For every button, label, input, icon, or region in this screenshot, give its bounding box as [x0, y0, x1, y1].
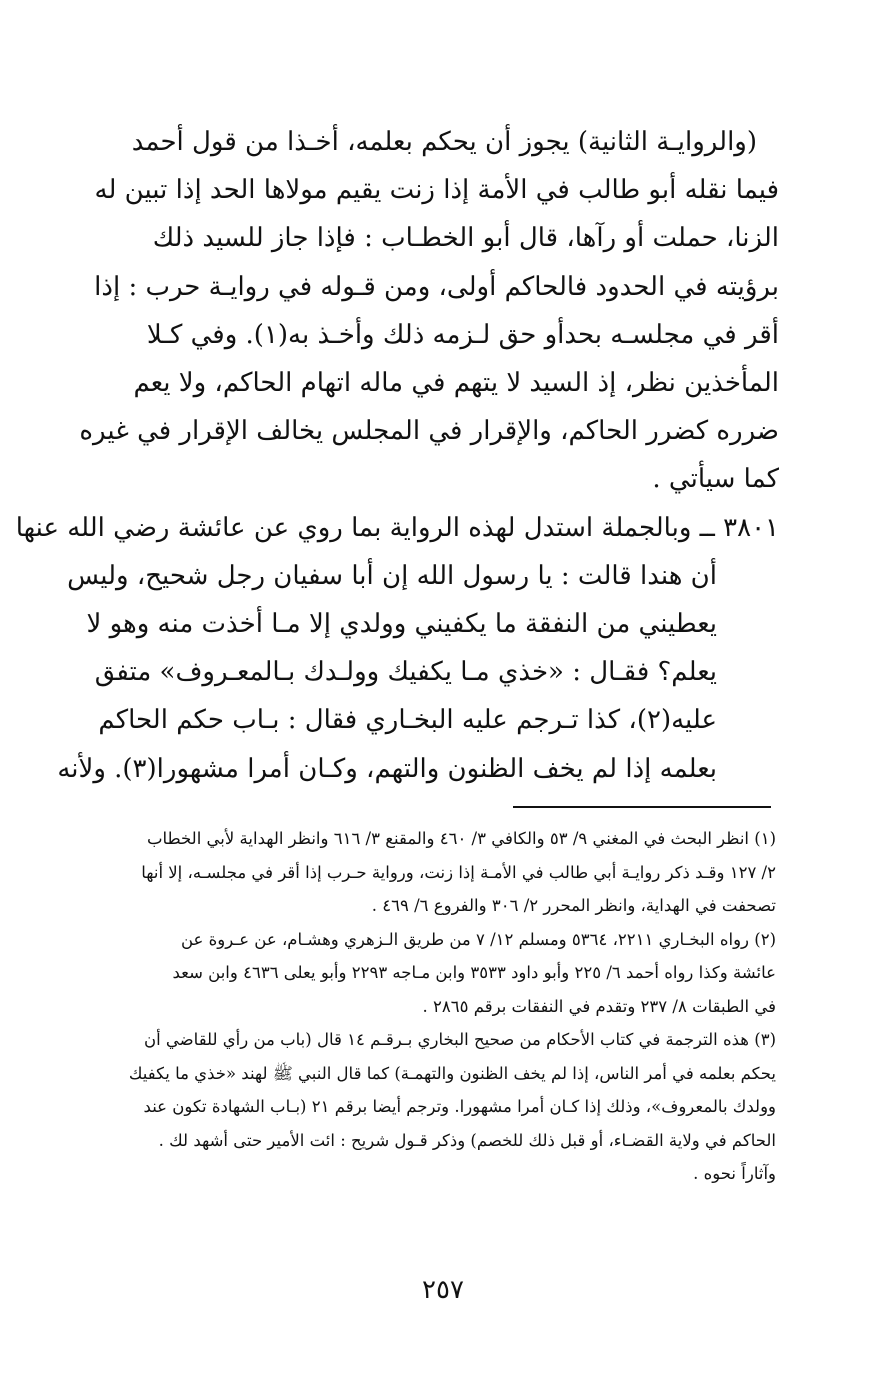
footnote-2-line: (٢) رواه البخـاري ٢٢١١، ٥٣٦٤ ومسلم ١٢/ ٧ من طريق الـزهري وهشـام، عن عـروة عن [181, 929, 776, 949]
main-line: الزنا، حملت أو رآها، قال أبو الخطـاب : فإذا جاز للسيد ذلك [152, 223, 779, 254]
footnote-1-line: (١) انظر البحث في المغني ٩/ ٥٣ والكافي ٣/ ٤٦٠ والمقنع ٣/ ٦١٦ وانظر الهداية لأبي الخطاب [146, 829, 776, 848]
main-line: (والروايـة الثانية) يجوز أن يحكم بعلمه، أخـذا من قول أحمد [131, 127, 757, 157]
main-line: ضرره كضرر الحاكم، والإقرار في المجلس يخالف الإقرار في غيره [79, 416, 779, 447]
main-line: المأخذين نظر، إذ السيد لا يتهم في ماله اتهام الحاكم، ولا يعم [133, 368, 779, 399]
main-line: كما سيأتي . [652, 464, 779, 495]
main-line: أن هندا قالت : يا رسول الله إن أبا سفيان رجل شحيح، وليس [67, 560, 717, 591]
paragraph-number-line: ٣٨٠١ ــ وبالجملة استدل لهذه الرواية بما روي عن عائشة رضي الله عنها [15, 512, 779, 543]
footnote-3-line: وولدك بالمعروف»، وذلك إذا كـان أمرا مشهورا. وترجم أيضا برقم ٢١ (بـاب الشهادة تكون عند [143, 1097, 776, 1116]
footnote-1-line: ٢/ ١٢٧ وقـد ذكر روايـة أبي طالب في الأمـة إذا زنت، ورواية حـرب إذا أقر في مجلسـه، إلا أنها [141, 862, 776, 882]
main-line: أقر في مجلسـه بحدأو حق لـزمه ذلك وأخـذ به(١). وفي كـلا [146, 319, 779, 350]
footnote-divider [513, 806, 771, 808]
main-line: يعلم؟ فقـال : «خذي مـا يكفيك وولـدك بـالمعـروف» متفق [94, 657, 717, 688]
footnote-2-line: في الطبقات ٨/ ٢٣٧ وتقدم في النفقات برقم ٢٨٦٥ . [422, 996, 776, 1016]
footnote-3-line: الحاكم في ولاية القضـاء، أو قبل ذلك للخصم) وذكر قـول شريح : ائت الأمير حتى أشهد لك . [158, 1130, 776, 1150]
footnotes [100, 822, 776, 1191]
footnote-3-line: يحكم بعلمه في أمر الناس، إذا لم يخف الظنون والتهمـة) كما قال النبي ﷺ لهند «خذي ما يكفيك [128, 1063, 776, 1083]
main-line: برؤيته في الحدود فالحاكم أولى، ومن قـوله في روايـة حرب : إذا [94, 271, 779, 302]
main-text [15, 118, 779, 793]
page-number: ٢٥٧ [422, 1275, 464, 1305]
footnote-1-line: تصحفت في الهداية، وانظر المحرر ٢/ ٣٠٦ والفروع ٦/ ٤٦٩ . [371, 896, 776, 915]
footnote-3-line: (٣) هذه الترجمة في كتاب الأحكام من صحيح البخاري بـرقـم ١٤ قال (باب من رأي للقاضي أن [143, 1030, 776, 1049]
footnote-3-line: وآثاراً نحوه . [693, 1164, 776, 1183]
main-line: بعلمه إذا لم يخف الظنون والتهم، وكـان أمرا مشهورا(٣). ولأنه [57, 753, 717, 784]
main-line: فيما نقله أبو طالب في الأمة إذا زنت يقيم مولاها الحد إذا تبين له [94, 175, 779, 206]
footnote-2-line: عائشة وكذا رواه أحمد ٦/ ٢٢٥ وأبو داود ٣٥٣٣ وابن مـاجه ٢٢٩٣ وأبو يعلى ٤٦٣٦ وابن سعد [172, 963, 776, 982]
main-line: عليه(٢)، كذا تـرجم عليه البخـاري فقال : بـاب حكم الحاكم [98, 705, 717, 736]
main-line: يعطيني من النفقة ما يكفيني وولدي إلا مـا أخذت منه وهو لا [86, 609, 717, 640]
